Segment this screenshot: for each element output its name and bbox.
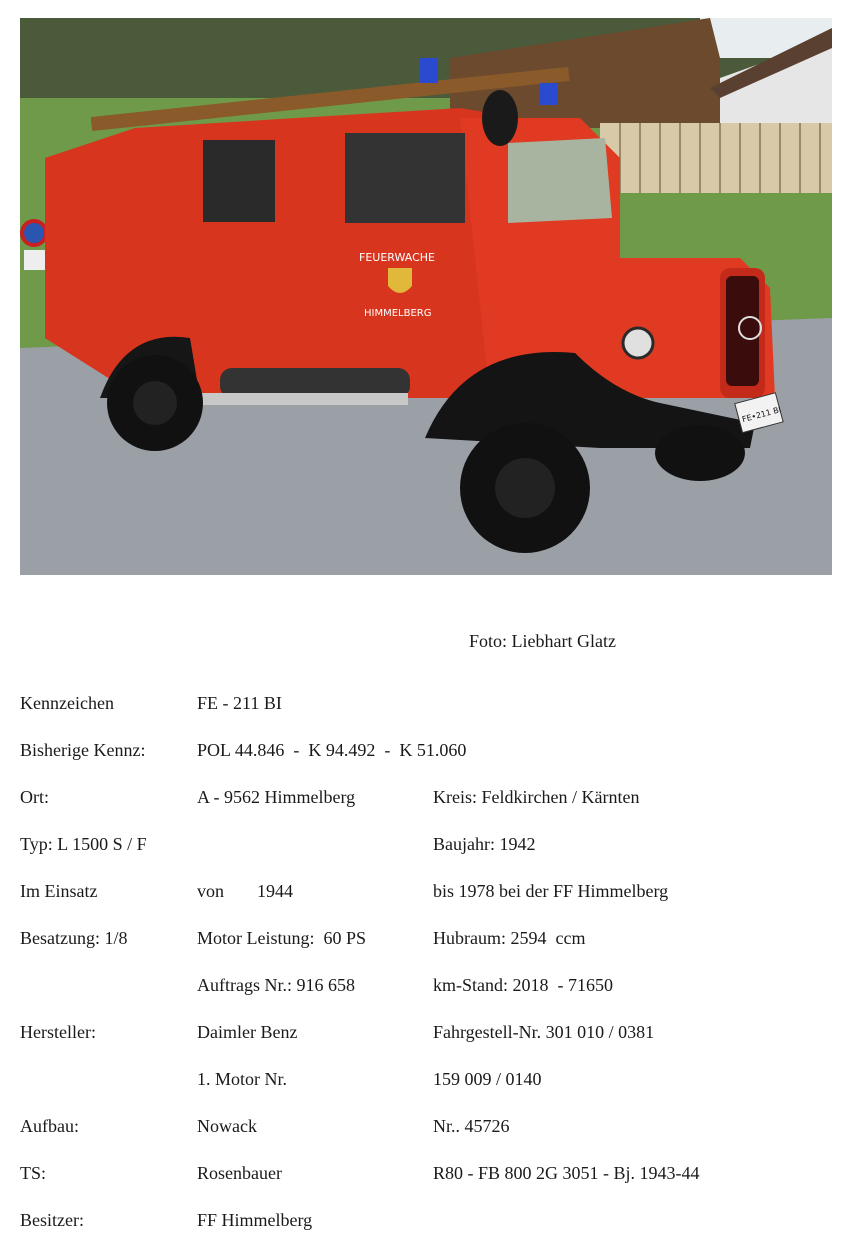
detail-row — [0, 973, 850, 997]
detail-value: Rosenbauer — [197, 1163, 282, 1183]
photo-credit: Foto: Liebhart Glatz — [469, 631, 616, 651]
detail-label: TS: — [20, 1163, 47, 1183]
detail-label: Kennzeichen — [20, 693, 114, 713]
detail-row — [0, 926, 850, 950]
detail-value: Auftrags Nr.: 916 658 — [197, 975, 355, 995]
detail-extra: bis 1978 bei der FF Himmelberg — [433, 881, 669, 901]
detail-extra: Fahrgestell-Nr. 301 010 / 0381 — [433, 1022, 655, 1042]
detail-label: Bisherige Kennz: — [20, 740, 146, 760]
detail-extra: Nr.. 45726 — [433, 1116, 510, 1136]
license-plate: FE•211 BI — [741, 405, 783, 425]
detail-value: Daimler Benz — [197, 1022, 298, 1042]
door-text-bottom: HIMMELBERG — [364, 308, 432, 319]
detail-extra: Kreis: Feldkirchen / Kärnten — [433, 787, 640, 807]
fire-truck-photo — [20, 18, 832, 575]
detail-row — [0, 691, 850, 715]
detail-extra: Baujahr: 1942 — [433, 834, 536, 854]
detail-value: 1. Motor Nr. — [197, 1069, 287, 1089]
detail-row — [0, 1067, 850, 1091]
detail-label: Ort: — [20, 787, 49, 807]
detail-label: Hersteller: — [20, 1022, 96, 1042]
detail-row — [0, 1161, 850, 1185]
detail-value: A - 9562 Himmelberg — [197, 787, 356, 807]
detail-row — [0, 1114, 850, 1138]
detail-value-2: 1944 — [257, 881, 293, 901]
detail-label: Besitzer: — [20, 1210, 84, 1230]
detail-label: Besatzung: 1/8 — [20, 928, 128, 948]
detail-value: FE - 211 BI — [197, 693, 282, 713]
detail-row — [0, 1208, 850, 1232]
detail-row — [0, 1020, 850, 1044]
detail-row — [0, 879, 850, 903]
detail-value: POL 44.846 - K 94.492 - K 51.060 — [197, 740, 467, 760]
detail-value: Motor Leistung: 60 PS — [197, 928, 367, 948]
detail-row — [0, 785, 850, 809]
detail-extra: R80 - FB 800 2G 3051 - Bj. 1943-44 — [433, 1163, 700, 1183]
detail-value: Nowack — [197, 1116, 257, 1136]
detail-extra: km-Stand: 2018 - 71650 — [433, 975, 613, 995]
detail-extra: 159 009 / 0140 — [433, 1069, 542, 1089]
door-text-top: FEUERWACHE — [359, 251, 435, 264]
detail-value: FF Himmelberg — [197, 1210, 313, 1230]
detail-extra: Hubraum: 2594 ccm — [433, 928, 586, 948]
detail-row — [0, 832, 850, 856]
detail-label: Typ: L 1500 S / F — [20, 834, 147, 854]
detail-value: von — [197, 881, 224, 901]
detail-row — [0, 738, 850, 762]
detail-label: Aufbau: — [20, 1116, 79, 1136]
detail-label: Im Einsatz — [20, 881, 98, 901]
